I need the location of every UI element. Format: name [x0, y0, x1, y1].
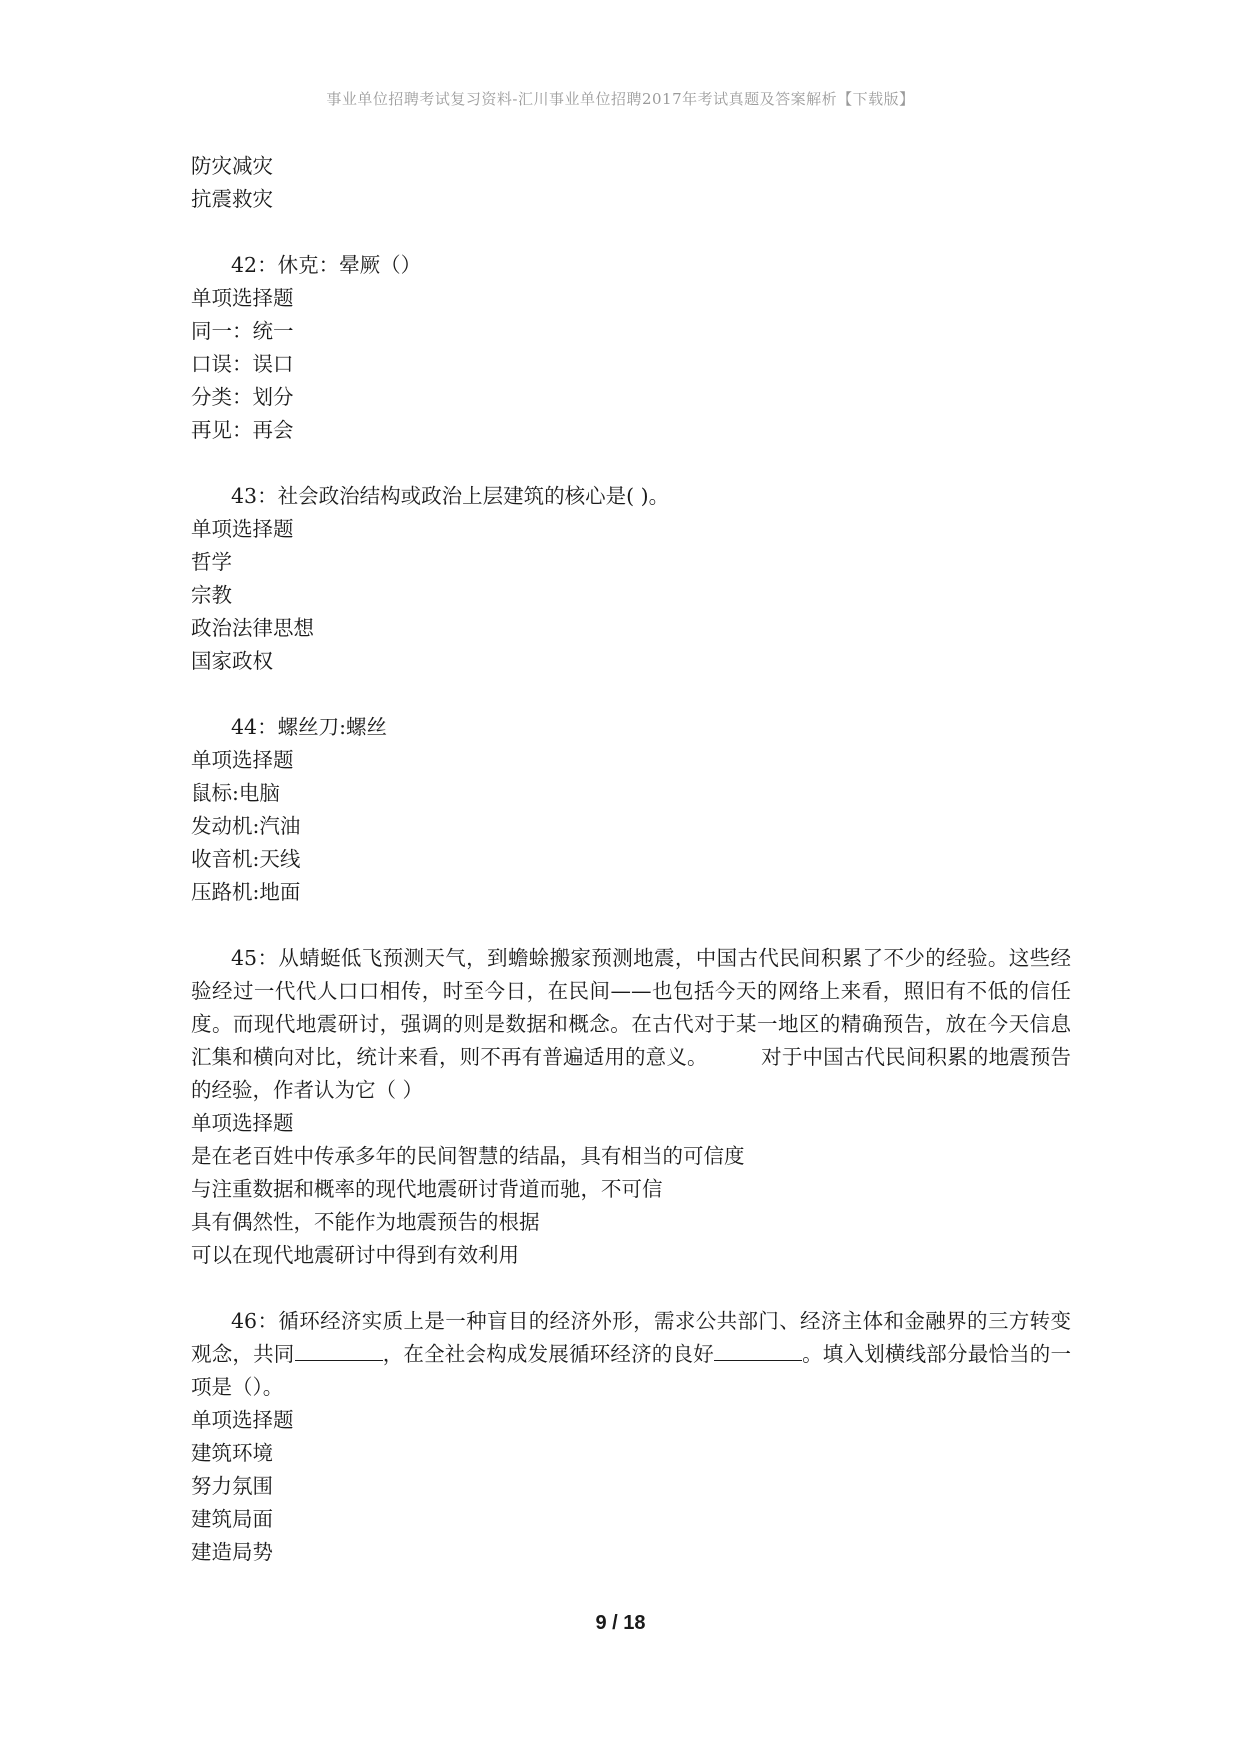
- fill-blank: [714, 1340, 802, 1361]
- option: 努力氛围: [191, 1474, 273, 1498]
- question-44: [191, 711, 1071, 909]
- document-body: [191, 150, 1071, 1569]
- question-42: [191, 249, 1071, 447]
- option: 与注重数据和概率的现代地震研讨背道而驰，不可信: [191, 1177, 663, 1201]
- option: 压路机:地面: [191, 880, 301, 904]
- question-46: [191, 1305, 1071, 1569]
- question-text-part: 46：循环经济实质上是一种盲目的经济外形，需求公共部门、经济主体和金融界的三方转变观念，共同: [191, 1309, 1071, 1366]
- question-text: 42：休克：晕厥（）: [231, 253, 422, 277]
- option: 同一：统一: [191, 319, 294, 343]
- question-type: 单项选择题: [191, 1408, 294, 1432]
- option: 政治法律思想: [191, 616, 314, 640]
- question-text: 43：社会政治结构或政治上层建筑的核心是( )。: [231, 484, 670, 508]
- document-header: 事业单位招聘考试复习资料-汇川事业单位招聘2017年考试真题及答案解析【下载版】: [326, 90, 915, 108]
- question-type: 单项选择题: [191, 286, 294, 310]
- question-text-part: ，在全社会构成发展循环经济的良好: [382, 1342, 714, 1366]
- option: 宗教: [191, 583, 232, 607]
- option: 发动机:汽油: [191, 814, 301, 838]
- question-type: 单项选择题: [191, 517, 294, 541]
- question-text: 45：从蜻蜓低飞预测天气，到蟾蜍搬家预测地震，中国古代民间积累了不少的经验。这些经验经过一代代人口口相传，时至今日，在民间——也包括今天的网络上来看，照旧有不低的信任度。而现代地震研讨，强调的则是数据和概念。在古代对于某一地区的精确预告，放在今天信息汇集和横向对比，统计来看，则不再有普遍适用的意义。 对于中国古代民间积累的地震预告的经验，作者认为它（ ）: [191, 946, 1071, 1102]
- option: 具有偶然性，不能作为地震预告的根据: [191, 1210, 540, 1234]
- option: 收音机:天线: [191, 847, 301, 871]
- option: 抗震救灾: [191, 187, 273, 211]
- option: 再见：再会: [191, 418, 294, 442]
- question-type: 单项选择题: [191, 1111, 294, 1135]
- option: 国家政权: [191, 649, 273, 673]
- page-number: 9 / 18: [595, 1612, 646, 1634]
- option: 哲学: [191, 550, 232, 574]
- question-type: 单项选择题: [191, 748, 294, 772]
- option: 建造局势: [191, 1540, 273, 1564]
- question-45: [191, 942, 1071, 1272]
- option: 是在老百姓中传承多年的民间智慧的结晶，具有相当的可信度: [191, 1144, 745, 1168]
- option: 分类：划分: [191, 385, 294, 409]
- option: 鼠标:电脑: [191, 781, 280, 805]
- fill-blank: [295, 1340, 383, 1361]
- question-text-part: 。填入划横线部分最恰当的一项是（）。: [191, 1342, 1072, 1399]
- option: 建筑局面: [191, 1507, 273, 1531]
- option: 口误：误口: [191, 352, 294, 376]
- previous-question-options: [191, 150, 1071, 216]
- option: 防灾减灾: [191, 154, 273, 178]
- question-43: [191, 480, 1071, 678]
- option: 建筑环境: [191, 1441, 273, 1465]
- question-text: 44：螺丝刀:螺丝: [231, 715, 387, 739]
- question-text: [191, 1305, 1071, 1404]
- option: 可以在现代地震研讨中得到有效利用: [191, 1243, 519, 1267]
